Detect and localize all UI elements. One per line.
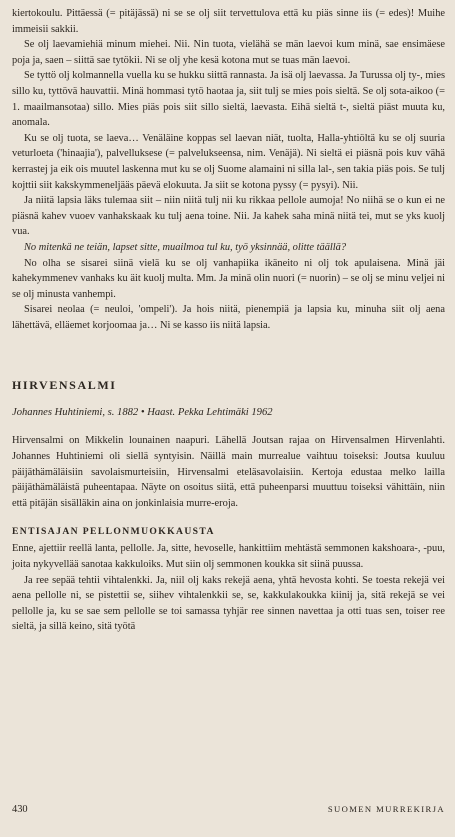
interview-transcript — [12, 6, 445, 333]
running-title: SUOMEN MURREKIRJA — [327, 804, 445, 814]
page-number: 430 — [12, 804, 28, 815]
paragraph: Ku se olj tuota, se laeva… Venäläine koppas sel laevan niät, tuolta, Halla-yhtiöltä ku se olj suuria veturloeta ('hinaajia'), palvelluksese (= palvelukseensa, nim. Venäjä). Ni sieltä ei piäsnä pois kuv vähä kerrastej ja eik ois muutel laskenna mut ku se olj Suome alamaini ni silla lal-, sen takia piäs pois. Se tulj kojttii siit kakskymmeneljääs päevä elokuuta. Ja siit se kotona pyssy (= pysyi). Nii. — [12, 132, 445, 191]
section-byline: Johannes Huhtiniemi, s. 1882 • Haast. Pekka Lehtimäki 1962 — [12, 407, 273, 419]
paragraph: Sisarei neolaa (= neuloi, 'ompeli'). Ja hois niitä, pienempiä ja lapsia ku, minuha siit olj aena lähettävä, elläemet korjoomaa ja… Ni se kasso iis niitä lapsia. — [12, 304, 445, 331]
section-hirvensalmi — [12, 377, 445, 635]
section-transcript — [12, 541, 445, 635]
subheading: ENTISAJAN PELLONMUOKKAUSTA — [12, 526, 215, 538]
paragraph: No olha se sisarei siinä vielä ku se olj vanhapiika ikäneito ni olj tok apulaisena. Minä jäi kahekymmenev vanhaks ku äit kuolj multa. Mm. Ja minä olin nuori (= nuorin) – se olj se minu veljei ni se olj minusta vanhempi. — [12, 257, 445, 300]
intro-paragraph: Hirvensalmi on Mikkelin lounainen naapuri. Lähellä Joutsan rajaa on Hirvensalmen Hirvenlahti. Johannes Huhtiniemi oli siellä syntyisin. Näillä main murrealue vaihtuu toiseksi: Joutsa kuuluu päijäthämäläisiin savolaismurteisiin, Hirvensalmi eteläsavolaisiin. Kertoja edustaa melko lailla päijäthämäläistä puheentapaa. Näyte on osoitus siitä, että puheenparsi muuttuu toiseksi vähittäin, niin että pitäjän sisälläkin aina on jonkinlaisia murre-eroja. — [12, 435, 445, 509]
paragraph: Enne, ajettiir reellä lanta, pellolle. Ja, sitte, hevoselle, hankittiim mehtästä semmonen kakshoara-, -puu, joita nykyvellää sanotaa kakkuloiks. Mut siin olj semmonen koukka sit siinä puussa. — [12, 543, 445, 571]
section-title: HIRVENSALMI — [12, 378, 117, 393]
paragraph: No mitenkä ne teiän, lapset sitte, muailmoa tul ku, työ yksinnää, olitte täällä? — [24, 241, 347, 253]
section-intro — [12, 433, 445, 511]
paragraph: Se olj laevamiehiä minum miehei. Nii. Nin tuota, vielähä se män laevoi kum minä, sae ensimäese poja ja, saen – siittä sae tytökii. Ni se olj yhe kesä kotona mut se tuas män laevoi. — [12, 39, 445, 66]
paragraph: kiertokoulu. Pittäessä (= pitäjässä) ni se se olj siit tervettulova että ku piäs sinne iis (= edes)! Muihe immeisii sakkii. — [12, 8, 445, 35]
paragraph: Ja ree sepää tehtii vihtalenkki. Ja, niil olj kaks rekejä aena, yhtä hevosta kohti. Se toesta rekejä vei aena pellolle ni, se pistettii se, siihev vihtalenkkii se, se, kakkulakoukka kiinij ja, sitä rekejä se vei pellolle ja, ku se sae sem pellolle se toi samassa tyhjär ree sinnen navettaa ja otti tuas sen, toiser ree sieltä, ja sillä keino, sitä työtä — [12, 574, 445, 633]
page-footer — [12, 804, 445, 815]
paragraph: Se tyttö olj kolmannella vuella ku se hukku siittä rannasta. Ja isä olj laevassa. Ja Turussa olj ty-, mies sillo ku, tyttövä hauvattii. Minä hommasi tytö haotaa ja, siit tulj se mies pois sieltä. Se olj sota-aikoo (= 1. maailmansotaa) sillo. Mies piäs pois siit sillo sieltä, laevasta. Eihä sieltä t-, sieltä piäst muuta ku, anomala. — [12, 70, 445, 129]
paragraph: Ja niitä lapsia läks tulemaa siit – niin niitä tulj nii ku rikkaa pellole aumoja! No niihä se o kun ei ne piäsnä kahev vuoev vanhakskaak ku tulj aena toine. Nii. Ja kahek saha minä niitä tei, mut se yks kuolj vua. — [12, 195, 445, 238]
